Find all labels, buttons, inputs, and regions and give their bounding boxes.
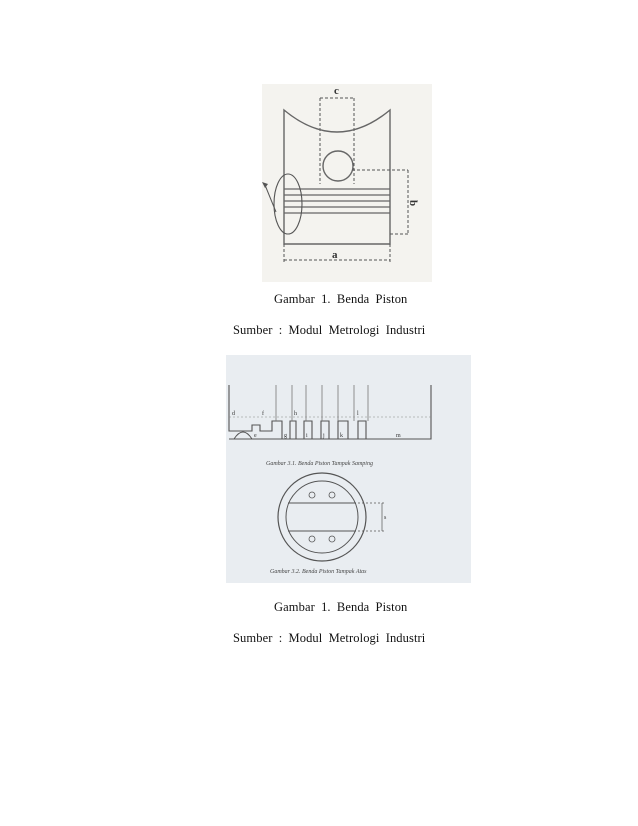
side-label-j: j — [323, 433, 325, 439]
figure1-caption-title: Gambar 1. Benda Piston — [274, 292, 408, 306]
dim-label-b: b — [407, 200, 419, 207]
piston-views-drawing — [226, 355, 471, 583]
side-label-g: g — [284, 433, 287, 439]
side-label-h: h — [294, 411, 297, 417]
side-label-l: l — [357, 411, 359, 417]
figure2-caption-source: Sumber : Modul Metrologi Industri — [233, 631, 426, 645]
side-label-i: i — [306, 433, 308, 439]
piston-views-figure — [226, 355, 471, 583]
dim-label-c: c — [334, 85, 339, 97]
side-label-d: d — [232, 411, 235, 417]
side-label-m: m — [396, 433, 401, 439]
side-view-caption: Gambar 3.1. Benda Piston Tampak Samping — [266, 461, 373, 467]
top-view-caption: Gambar 3.2. Benda Piston Tampak Atas — [270, 569, 367, 575]
piston-front-drawing — [262, 84, 432, 282]
figure1-caption-source: Sumber : Modul Metrologi Industri — [233, 323, 426, 337]
piston-front-figure — [262, 84, 432, 282]
dim-label-a: a — [332, 249, 338, 261]
figure2-caption-title: Gambar 1. Benda Piston — [274, 600, 408, 614]
top-label-s: s — [384, 515, 387, 521]
side-label-e: e — [254, 433, 257, 439]
side-label-k: k — [340, 433, 343, 439]
side-label-f: f — [262, 411, 264, 417]
